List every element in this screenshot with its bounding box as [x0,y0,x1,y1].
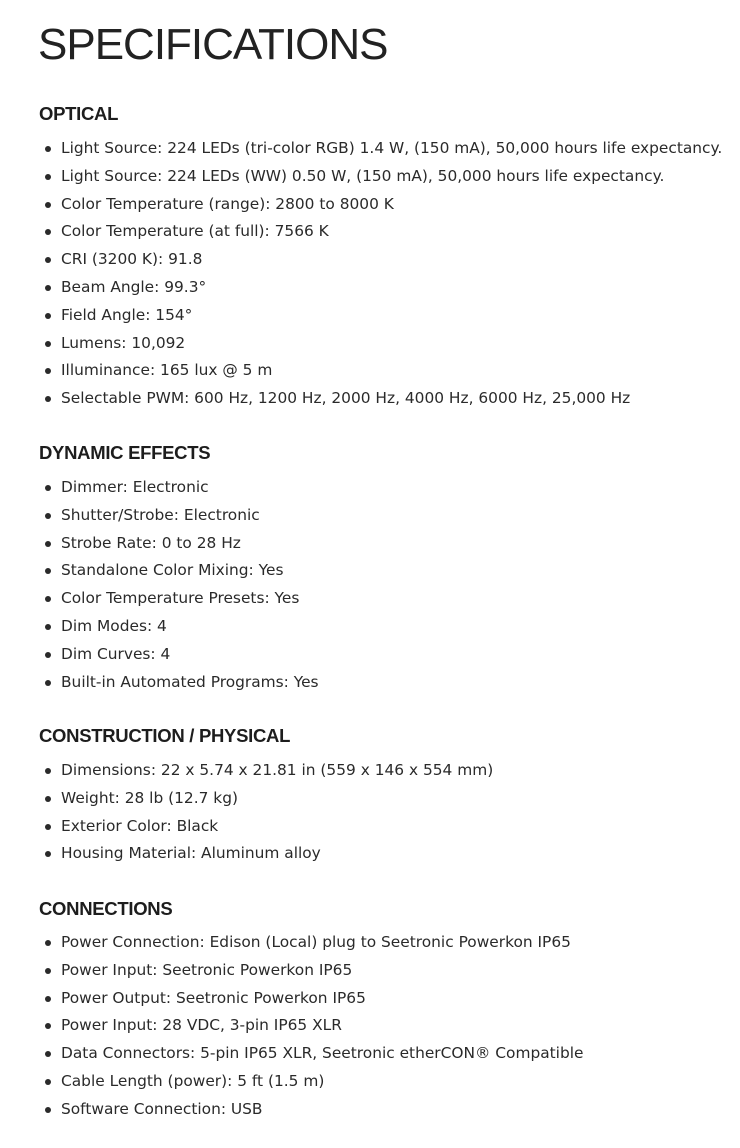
bullet-icon [45,485,51,491]
spec-text: Light Source: 224 LEDs (WW) 0.50 W, (150 mA), 50,000 hours life expectancy. [61,166,665,185]
spec-text: Beam Angle: 99.3° [61,277,207,296]
spec-text: Shutter/Strobe: Electronic [61,505,260,524]
spec-text: Power Input: 28 VDC, 3-pin IP65 XLR [61,1016,342,1035]
bullet-icon [45,968,51,974]
bullet-icon [45,202,51,208]
list-item [0,785,493,813]
list-item [0,530,319,558]
bullet-icon [45,1107,51,1113]
list-item [0,357,722,385]
list-item [0,641,319,669]
section-heading-optical: OPTICAL [39,103,119,124]
list-item [0,585,319,613]
spec-text: Illuminance: 165 lux @ 5 m [61,361,273,380]
spec-text: Color Temperature Presets: Yes [61,589,300,608]
bullet-icon [45,824,51,830]
list-item [0,613,319,641]
bullet-icon [45,229,51,235]
bullet-icon [45,174,51,180]
bullet-icon [45,541,51,547]
list-item [0,557,319,585]
spec-text: Dim Modes: 4 [61,616,167,635]
bullet-icon [45,1051,51,1057]
bullet-icon [45,1023,51,1029]
list-item [0,929,583,957]
bullet-icon [45,940,51,946]
bullet-icon [45,146,51,152]
spec-text: Cable Length (power): 5 ft (1.5 m) [61,1071,325,1090]
bullet-icon [45,368,51,374]
spec-text: Weight: 28 lb (12.7 kg) [61,788,238,807]
list-item [0,302,722,330]
list-item [0,669,319,697]
spec-text: Color Temperature (at full): 7566 K [61,222,329,241]
bullet-icon [45,341,51,347]
spec-text: Lumens: 10,092 [61,333,186,352]
construction-spec-list [0,757,493,868]
list-item [0,246,722,274]
connections-spec-list [0,929,583,1124]
spec-text: Dimmer: Electronic [61,478,209,496]
section-heading-construction-physical: CONSTRUCTION / PHYSICAL [39,725,291,746]
list-item [0,385,722,413]
optical-spec-list [0,135,722,413]
spec-text: CRI (3200 K): 91.8 [61,250,203,269]
spec-text: Field Angle: 154° [61,305,193,324]
list-item [0,135,722,163]
page-title: SPECIFICATIONS [38,20,388,69]
section-heading-connections: CONNECTIONS [39,898,173,919]
bullet-icon [45,257,51,263]
spec-text: Software Connection: USB [61,1099,263,1118]
list-item [0,191,722,219]
bullet-icon [45,396,51,402]
bullet-icon [45,796,51,802]
list-item [0,163,722,191]
list-item [0,474,319,502]
bullet-icon [45,568,51,574]
spec-text: Power Connection: Edison (Local) plug to Seetronic Powerkon IP65 [61,933,571,951]
spec-text: Selectable PWM: 600 Hz, 1200 Hz, 2000 Hz, 4000 Hz, 6000 Hz, 25,000 Hz [61,389,631,408]
list-item [0,813,493,841]
bullet-icon [45,285,51,291]
bullet-icon [45,624,51,630]
bullet-icon [45,596,51,602]
list-item [0,218,722,246]
spec-text: Dim Curves: 4 [61,644,171,663]
list-item [0,502,319,530]
spec-text: Power Output: Seetronic Powerkon IP65 [61,988,366,1007]
bullet-icon [45,680,51,686]
list-item [0,1040,583,1068]
spec-text: Standalone Color Mixing: Yes [61,561,284,580]
list-item [0,957,583,985]
list-item [0,1096,583,1124]
spec-text: Power Input: Seetronic Powerkon IP65 [61,960,353,979]
spec-text: Dimensions: 22 x 5.74 x 21.81 in (559 x 146 x 554 mm) [61,761,494,779]
bullet-icon [45,768,51,774]
dynamic-effects-spec-list [0,474,319,696]
spec-text: Exterior Color: Black [61,816,219,835]
list-item [0,840,493,868]
bullet-icon [45,313,51,319]
bullet-icon [45,996,51,1002]
list-item [0,274,722,302]
section-heading-dynamic-effects: DYNAMIC EFFECTS [39,442,211,463]
spec-text: Housing Material: Aluminum alloy [61,844,321,863]
bullet-icon [45,851,51,857]
spec-text: Built-in Automated Programs: Yes [61,672,319,691]
list-item [0,1012,583,1040]
bullet-icon [45,513,51,519]
spec-text: Color Temperature (range): 2800 to 8000 K [61,194,394,213]
spec-text: Data Connectors: 5-pin IP65 XLR, Seetronic etherCON® Compatible [61,1044,584,1063]
list-item [0,985,583,1013]
spec-text: Light Source: 224 LEDs (tri-color RGB) 1.4 W, (150 mA), 50,000 hours life expectancy. [61,139,723,157]
list-item [0,1068,583,1096]
bullet-icon [45,652,51,658]
spec-text: Strobe Rate: 0 to 28 Hz [61,533,241,552]
list-item [0,330,722,358]
bullet-icon [45,1079,51,1085]
list-item [0,757,493,785]
